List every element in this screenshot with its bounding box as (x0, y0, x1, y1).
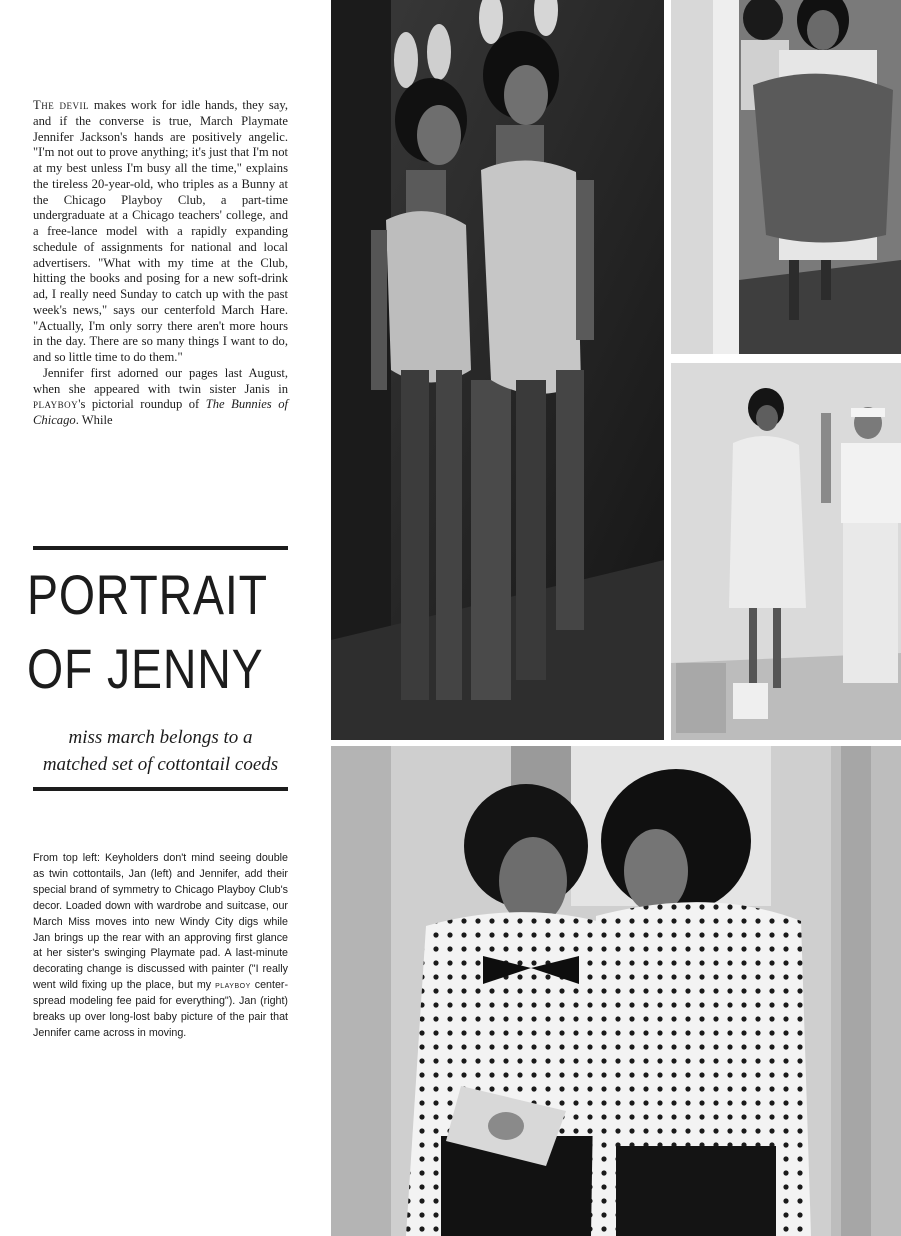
intro-p2-text-a: Jennifer first adorned our pages last August, when she appeared with twin sister Janis in (33, 365, 288, 396)
photo-moving-wardrobe-icon (671, 0, 901, 354)
intro-p2-text-b: 's pictorial roundup of (78, 397, 206, 412)
photo-twins-baby-picture-icon (331, 746, 901, 1236)
subtitle-line-2: matched set of cottontail coeds (42, 754, 279, 775)
intro-lead-words: The devil (33, 98, 90, 112)
photo-caption (33, 851, 288, 1042)
photo-twin-bunnies-icon (331, 0, 664, 740)
article-title (27, 558, 268, 706)
magazine-name: playboy (33, 397, 79, 412)
intro-paragraph-2 (33, 366, 288, 429)
intro-p2-text-c: . While (75, 413, 113, 427)
photo-moving-wardrobe (671, 0, 901, 354)
article-subtitle (33, 724, 288, 778)
photo-painter-discussion-icon (671, 363, 901, 740)
photo-painter-discussion (671, 363, 901, 740)
photo-twin-bunnies (331, 0, 664, 740)
title-line-1: PORTRAIT (27, 563, 268, 626)
caption-text-a: From top left: Keyholders don't mind seeing double as twin cottontails, Jan (left) and Jennifer, add their special brand of symmetry to Chicago Playboy Club's decor. Loaded down with wardrobe and suitcase, our March Miss moves into new Windy City digs while Jan brings up the rear with an approving first glance at her sister's swinging Playmate pad. A last-minute decorating change is discussed with painter ("I really went wild fixing up the place, but my (33, 852, 288, 992)
subtitle-line-1: miss march belongs to a (68, 727, 253, 748)
caption-magazine-name: playboy (215, 979, 251, 992)
title-rule-bottom (33, 787, 288, 791)
intro-paragraph-1 (33, 98, 288, 366)
caption-text-b: center-spread modeling fee paid for everything"). Jan (right) breaks up over long-lost baby picture of the pair that Jennifer came across in moving. (33, 979, 289, 1039)
intro-paragraph-1-text: makes work for idle hands, they say, and if the converse is true, March Playmate Jennifer Jackson's hands are positively angelic. "I'm not out to prove anything; it's just that I'm not at my best unless I'm busy all the time," explains the tireless 20-year-old, who triples as a Bunny at the Chicago Playboy Club, a part-time undergraduate at a Chicago teachers' college, and a free-lance model with a rapidly expanding schedule of assignments for national and local advertisers. "What with my time at the Club, hitting the books and posing for a new soft-drink ad, I really need Sunday to catch up with the past week's news," says our centerfold March Hare. "Actually, I'm only sorry there aren't more hours in the day. There are so many things I want to do, and so little time to do them." (33, 98, 288, 364)
article-intro (33, 98, 288, 429)
photo-twins-baby-picture (331, 746, 901, 1236)
title-line-2: OF JENNY (27, 637, 264, 700)
title-rule-top (33, 546, 288, 550)
pictorial-title: The Bunnies of Chicago (33, 397, 288, 427)
